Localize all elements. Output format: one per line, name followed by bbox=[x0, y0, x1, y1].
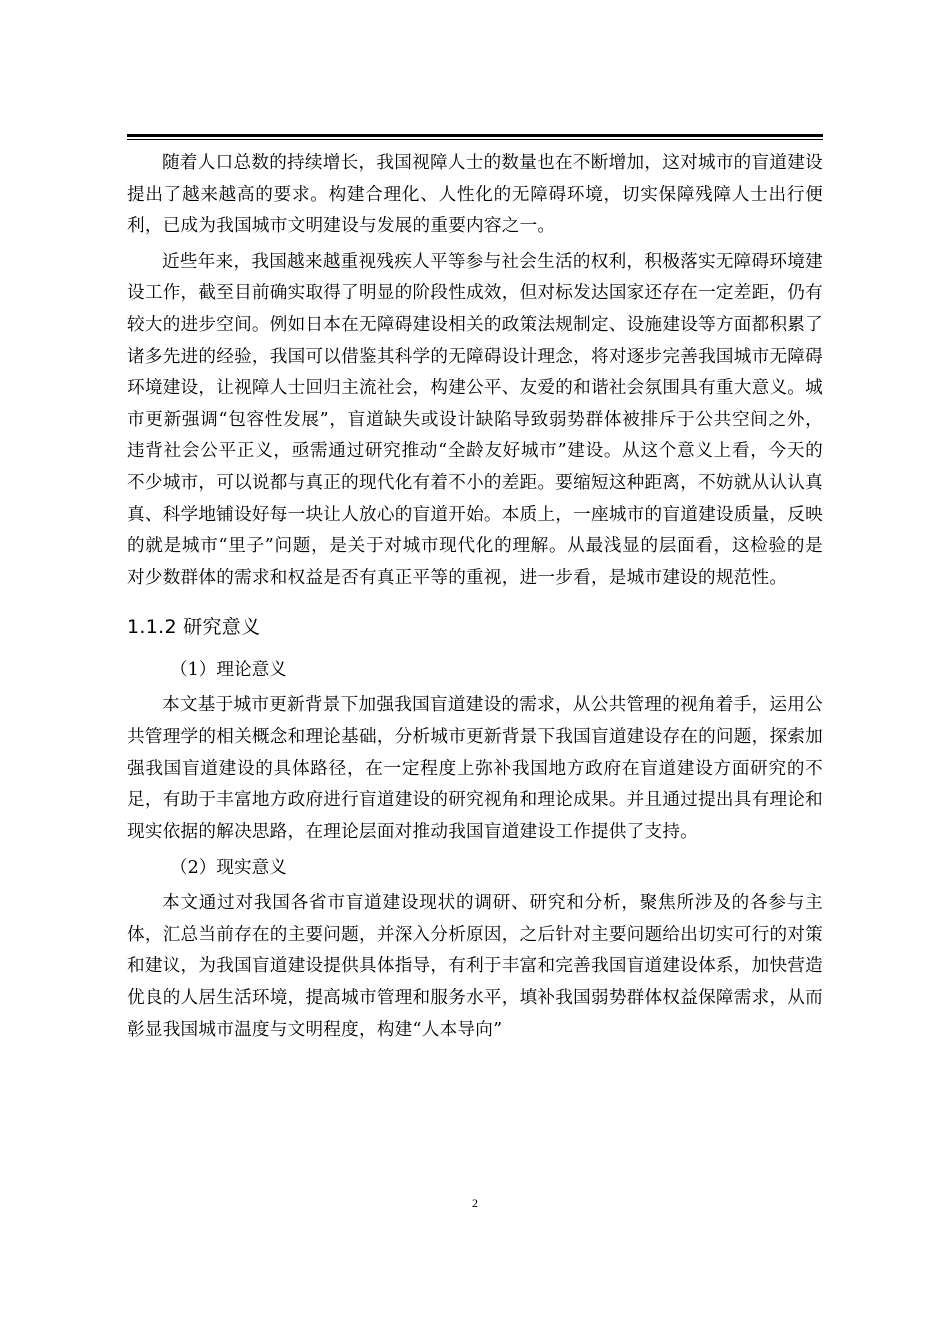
header-rule-thick bbox=[127, 134, 823, 137]
paragraph-practice: 本文通过对我国各省市盲道建设现状的调研、研究和分析，聚焦所涉及的各参与主体，汇总当前存在的主要问题，并深入分析原因，之后针对主要问题给出切实可行的对策和建议，为我国盲道建设提供具体指导，有利于丰富和完善我国盲道建设体系，加快营造优良的人居生活环境，提高城市管理和服务水平，填补我国弱势群体权益保障需求，从而彰显我国城市温度与文明程度，构建“人本导向” bbox=[127, 893, 823, 1040]
paragraph-theory: 本文基于城市更新背景下加强我国盲道建设的需求，从公共管理的视角着手，运用公共管理学的相关概念和理论基础，分析城市更新背景下我国盲道建设存在的问题，探索加强我国盲道建设的具体路径，在一定程度上弥补我国地方政府在盲道建设方面研究的不足，有助于丰富地方政府进行盲道建设的研究视角和理论成果。并且通过提出具有理论和现实依据的解决思路，在理论层面对推动我国盲道建设工作提供了支持。 bbox=[127, 695, 823, 842]
paragraph-intro-1: 随着人口总数的持续增长，我国视障人士的数量也在不断增加，这对城市的盲道建设提出了越来越高的要求。构建合理化、人性化的无障碍环境，切实保障残障人士出行便利，已成为我国城市文明建设与发展的重要内容之一。 bbox=[127, 153, 823, 237]
page-body bbox=[127, 148, 823, 1046]
paragraph-intro-2: 近些年来，我国越来越重视残疾人平等参与社会生活的权利，积极落实无障碍环境建设工作，截至目前确实取得了明显的阶段性成效，但对标发达国家还存在一定差距，仍有较大的进步空间。例如日本在无障碍建设相关的政策法规制定、设施建设等方面都积累了诸多先进的经验，我国可以借鉴其科学的无障碍设计理念，将对逐步完善我国城市无障碍环境建设，让视障人士回归主流社会，构建公平、友爱的和谐社会氛围具有重大意义。城市更新强调“包容性发展”，盲道缺失或设计缺陷导致弱势群体被排斥于公共空间之外，违背社会公平正义，亟需通过研究推动“全龄友好城市”建设。从这个意义上看，今天的不少城市，可以说都与真正的现代化有着不小的差距。要缩短这种距离，不妨就从认认真真、科学地铺设好每一块让人放心的盲道开始。本质上，一座城市的盲道建设质量，反映的就是城市“里子”问题，是关于对城市现代化的理解。从最浅显的层面看，这检验的是对少数群体的需求和权益是否有真正平等的重视，进一步看，是城市建设的规范性。 bbox=[127, 251, 823, 588]
header-rule-thin bbox=[127, 139, 823, 140]
subheading-practice: （2）现实意义 bbox=[170, 858, 287, 879]
page-number: 2 bbox=[472, 1196, 478, 1210]
subheading-theory: （1）理论意义 bbox=[170, 660, 287, 681]
section-heading-research-significance: 1.1.2 研究意义 bbox=[127, 616, 261, 639]
